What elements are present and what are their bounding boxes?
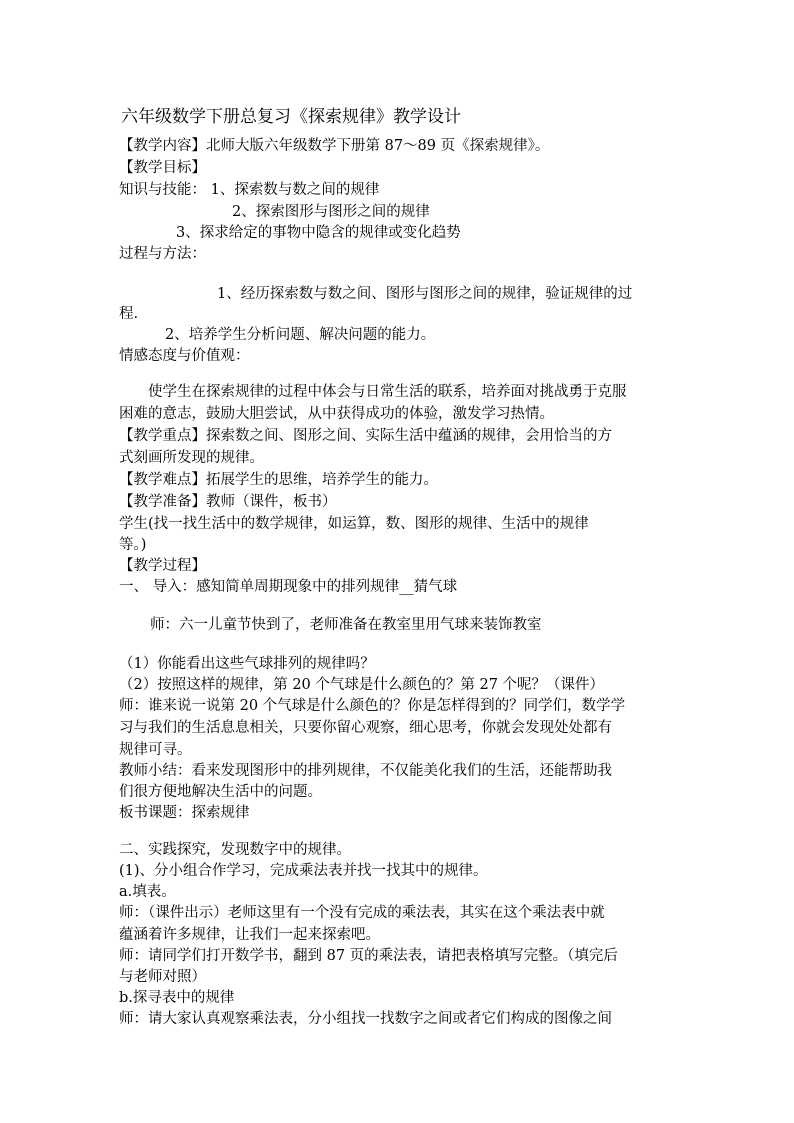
process-heading: 【教学过程】 xyxy=(119,558,206,574)
question-1: （1）你能看出这些气球排列的规律吗？ xyxy=(119,656,375,672)
student-prep-line-2: 等。) xyxy=(119,537,147,553)
fill-table-label: a.填表。 xyxy=(119,884,176,900)
teacher-table-line-1: 师：（课件出示）老师这里有一个没有完成的乘法表，其实在这个乘法表中就 xyxy=(119,905,605,921)
summary-line-1: 教师小结：看来发现图形中的排列规律，不仅能美化我们的生活，还能帮助我 xyxy=(119,763,612,779)
teaching-goals-heading: 【教学目标】 xyxy=(119,160,206,176)
teacher-book-line-2: 与老师对照） xyxy=(119,969,206,985)
difficulty-line: 【教学难点】拓展学生的思维，培养学生的能力。 xyxy=(119,472,438,488)
teacher-intro-line: 师：六一儿童节快到了，老师准备在教室里用气球来装饰教室 xyxy=(150,617,542,633)
knowledge-skill-line-3: 3、探求给定的事物中隐含的规律或变化趋势 xyxy=(176,225,461,241)
teaching-content-line: 【教学内容】北师大版六年级数学下册第 87～89 页《探索规律》。 xyxy=(119,138,550,154)
knowledge-skill-line-2: 2、探索图形与图形之间的规律 xyxy=(232,204,430,220)
board-title-line: 板书课题：探索规律 xyxy=(119,805,250,821)
attitude-paragraph-line-2: 困难的意志，鼓励大胆尝试，从中获得成功的体验，激发学习热情。 xyxy=(119,406,554,422)
process-method-line-1: 1、经历探索数与数之间、图形与图形之间的规律，验证规律的过 xyxy=(217,286,633,302)
attitude-heading: 情感态度与价值观： xyxy=(119,348,250,364)
knowledge-skill-line-1: 知识与技能： 1、探索数与数之间的规律 xyxy=(119,182,380,198)
explore-table-label: b.探寻表中的规律 xyxy=(119,990,235,1006)
document-title: 六年级数学下册总复习《探索规律》教学设计 xyxy=(121,107,461,127)
process-method-line-1-cont: 程. xyxy=(119,306,139,322)
section-one-heading: 一、 导入：感知简单周期现象中的排列规律__猜气球 xyxy=(119,579,458,595)
key-points-line-1: 【教学重点】探索数之间、图形之间、实际生活中蕴涵的规律，会用恰当的方 xyxy=(119,428,612,444)
section-two-heading: 二、实践探究，发现数字中的规律。 xyxy=(119,842,351,858)
teacher-paragraph-line-1: 师：谁来说一说第 20 个气球是什么颜色的？你是怎样得到的？同学们，数学学 xyxy=(119,698,626,714)
summary-line-2: 们很方便地解决生活中的问题。 xyxy=(119,784,322,800)
attitude-paragraph-line-1: 使学生在探索规律的过程中体会与日常生活的联系，培养面对挑战勇于克服 xyxy=(148,384,627,400)
teacher-paragraph-line-3: 规律可寻。 xyxy=(119,742,192,758)
process-method-heading: 过程与方法： xyxy=(119,246,206,262)
teacher-book-line-1: 师：请同学们打开数学书，翻到 87 页的乘法表，请把表格填写完整。（填完后 xyxy=(119,948,618,964)
group-work-line: (1)、分小组合作学习，完成乘法表并找一找其中的规律。 xyxy=(119,863,488,879)
teacher-table-line-2: 蕴涵着许多规律，让我们一起来探索吧。 xyxy=(119,927,380,943)
question-2: （2）按照这样的规律，第 20 个气球是什么颜色的？第 27 个呢？（课件） xyxy=(119,677,605,693)
teacher-observe-line: 师：请大家认真观察乘法表，分小组找一找数字之间或者它们构成的图像之间 xyxy=(119,1011,612,1027)
teacher-paragraph-line-2: 习与我们的生活息息相关，只要你留心观察，细心思考，你就会发现处处都有 xyxy=(119,720,612,736)
process-method-line-2: 2、培养学生分析问题、解决问题的能力。 xyxy=(165,327,436,343)
student-prep-line-1: 学生(找一找生活中的数学规律，如运算，数、图形的规律、生活中的规律 xyxy=(119,516,589,532)
key-points-line-2: 式刻画所发现的规律。 xyxy=(119,450,264,466)
preparation-line: 【教学准备】教师（课件，板书） xyxy=(119,494,337,510)
